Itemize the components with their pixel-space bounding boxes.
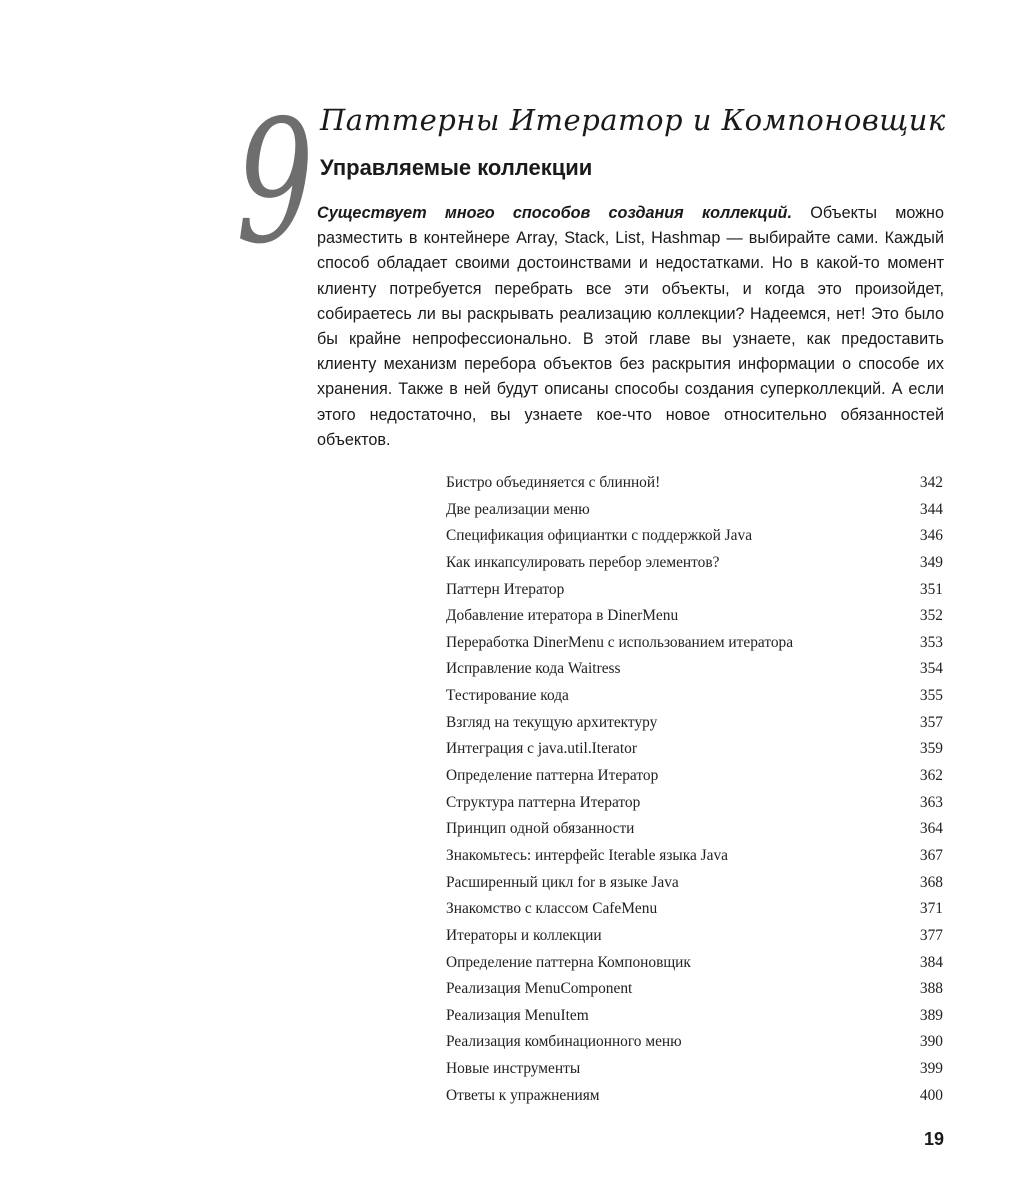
toc-entry-page: 367 xyxy=(919,846,943,864)
toc-entry-title: Реализация MenuComponent xyxy=(446,980,633,998)
toc-entry-title: Новые инструменты xyxy=(446,1060,581,1078)
toc-entry-title: Структура паттерна Итератор xyxy=(446,793,641,811)
toc-entry-title: Исправление кода Waitress xyxy=(446,660,621,678)
toc-entry-page: 344 xyxy=(919,500,943,518)
toc-entry xyxy=(446,740,943,767)
toc-entry xyxy=(446,581,943,608)
toc-entry xyxy=(446,501,943,528)
toc-entry xyxy=(446,1060,943,1087)
toc-entry xyxy=(446,847,943,874)
toc-entry-page: 359 xyxy=(919,740,943,758)
toc-entry-page: 371 xyxy=(919,900,943,918)
toc-entry-title: Добавление итератора в DinerMenu xyxy=(446,607,679,625)
toc-entry-page: 349 xyxy=(919,553,943,571)
toc-entry-page: 357 xyxy=(919,713,943,731)
toc-entry xyxy=(446,687,943,714)
toc-entry-page: 377 xyxy=(919,926,943,944)
toc-entry xyxy=(446,474,943,501)
toc-entry-title: Реализация MenuItem xyxy=(446,1006,589,1024)
toc-entry-page: 353 xyxy=(919,633,943,651)
chapter-title: Управляемые коллекции xyxy=(320,155,593,180)
toc-entry xyxy=(446,527,943,554)
toc-entry-title: Итераторы и коллекции xyxy=(446,926,602,944)
toc-entry-page: 390 xyxy=(919,1033,943,1051)
toc-entry xyxy=(446,714,943,741)
toc-entry-page: 354 xyxy=(919,660,943,678)
toc-entry xyxy=(446,927,943,954)
toc-entry-title: Тестирование кода xyxy=(446,687,569,705)
toc-entry-page: 400 xyxy=(919,1086,943,1104)
toc-entry xyxy=(446,554,943,581)
toc-entry-page: 352 xyxy=(919,607,943,625)
toc-entry-title: Две реализации меню xyxy=(446,500,590,518)
toc-entry xyxy=(446,660,943,687)
chapter-number: 9 xyxy=(236,84,312,282)
toc-entry-title: Ответы к упражнениям xyxy=(446,1086,600,1104)
toc-entry-title: Знакомство с классом CafeMenu xyxy=(446,900,658,918)
toc-entry-page: 388 xyxy=(919,980,943,998)
toc-entry xyxy=(446,980,943,1007)
toc-entry xyxy=(446,794,943,821)
toc-entry-page: 363 xyxy=(919,793,943,811)
toc-entry-title: Знакомьтесь: интерфейс Iterable языка Java xyxy=(446,846,729,864)
toc-entry xyxy=(446,607,943,634)
toc-entry xyxy=(446,1007,943,1034)
toc-entry-page: 384 xyxy=(919,953,943,971)
toc-entry xyxy=(446,767,943,794)
toc-entry-page: 346 xyxy=(919,527,943,545)
toc-entry-title: Бистро объединяется с блинной! xyxy=(446,474,661,491)
toc-entry-page: 342 xyxy=(919,474,943,491)
toc-entry xyxy=(446,820,943,847)
toc-entry-title: Интеграция с java.util.Iterator xyxy=(446,740,637,758)
toc-entry xyxy=(446,1087,943,1114)
toc-entry-title: Расширенный цикл for в языке Java xyxy=(446,873,679,891)
toc-entry xyxy=(446,900,943,927)
toc-entry xyxy=(446,1033,943,1060)
toc-entry xyxy=(446,634,943,661)
toc-entry-page: 364 xyxy=(919,820,943,838)
toc-entry-title: Паттерн Итератор xyxy=(446,580,565,598)
toc-entry xyxy=(446,874,943,901)
toc-entry xyxy=(446,954,943,981)
toc-entry-page: 351 xyxy=(919,580,943,598)
toc-entry-page: 399 xyxy=(919,1060,943,1078)
toc-entry-title: Спецификация официантки с поддержкой Java xyxy=(446,527,753,545)
toc-entry-page: 355 xyxy=(919,687,943,705)
toc-entry-title: Взгляд на текущую архитектуру xyxy=(446,713,658,731)
toc-entry-page: 368 xyxy=(919,873,943,891)
intro-paragraph xyxy=(317,201,944,453)
toc-entry-title: Определение паттерна Компоновщик xyxy=(446,953,691,971)
toc-entry-title: Определение паттерна Итератор xyxy=(446,767,659,785)
intro-body: Объекты можно разместить в контейнере Array, Stack, List, Hashmap — выбирайте сами. Каждый способ обладает своими достоинствами и недостатками. Но в какой-то момент клиенту потребуется перебрать все эти объекты, и когда это произойдет, собираетесь ли вы раскрывать реализацию коллекции? Надеемся, нет! Это было бы крайне непрофессионально. В этой главе вы узнаете, как предоставить клиенту механизм перебора объектов без раскрытия информации о способе их хранения. Также в ней будут описаны способы создания суперколлекций. А если этого недостаточно, вы узнаете кое-что новое относительно обязанностей объектов. xyxy=(317,204,944,449)
intro-lead: Существует много способов создания коллекций. xyxy=(317,204,792,222)
toc-list xyxy=(446,474,943,1113)
toc-entry-title: Реализация комбинационного меню xyxy=(446,1033,682,1051)
pattern-title: Паттерны Итератор и Компоновщик xyxy=(320,103,946,137)
toc-entry-page: 389 xyxy=(919,1006,943,1024)
toc-entry-title: Принцип одной обязанности xyxy=(446,820,635,838)
toc-entry-title: Как инкапсулировать перебор элементов? xyxy=(446,553,720,571)
toc-entry-title: Переработка DinerMenu с использованием итератора xyxy=(446,633,794,651)
toc-entry-page: 362 xyxy=(919,767,943,785)
page-number: 19 xyxy=(923,1129,944,1149)
